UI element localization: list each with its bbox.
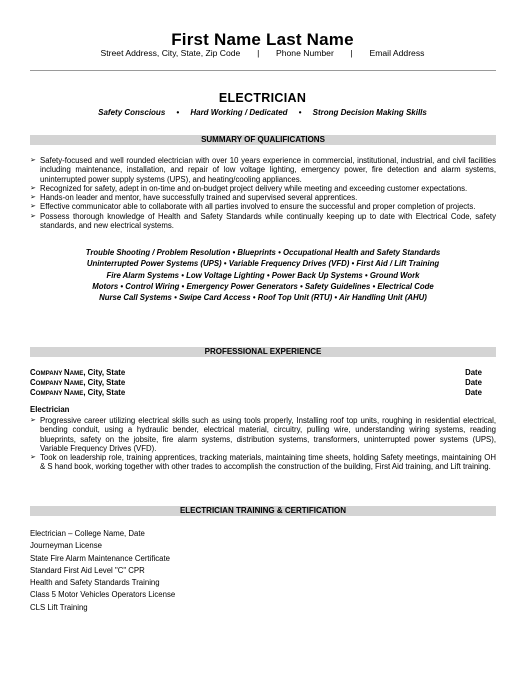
skill-item: Occupational Health and Safety Standards [282, 248, 441, 257]
summary-bullet-text: Possess thorough knowledge of Health and Safety Standards while continually keeping up to date with Electrical Code, safety standards, and new electrical systems. [40, 211, 496, 231]
company-date: Date [465, 368, 482, 377]
tagline-item: Strong Decision Making Skills [312, 108, 427, 117]
company-name: COMPANY NAME, City, State [30, 388, 126, 397]
skill-bullet: • [223, 259, 227, 269]
company-row [30, 368, 482, 378]
certification-item: Electrician – College Name, Date [30, 529, 145, 538]
summary-bullet [30, 156, 496, 184]
company-name: COMPANY NAME, City, State [30, 378, 126, 387]
skill-item: Variable Frequency Drives (VFD) [228, 259, 350, 269]
arrow-bullet-icon: ➢ [30, 454, 36, 462]
skill-item: Control Wiring [125, 281, 180, 291]
certification-item: CLS Lift Training [30, 602, 88, 612]
arrow-bullet-icon: ➢ [30, 157, 36, 164]
skill-item: Roof Top Unit (RTU) [257, 293, 333, 303]
skill-item: Uninterrupted Power Systems (UPS) [86, 259, 222, 269]
section-heading-training: ELECTRICIAN TRAINING & CERTIFICATION [30, 506, 496, 516]
arrow-bullet-icon: ➢ [30, 184, 36, 192]
summary-bullet-text: Hands-on leader and mentor, have successfully trained and supervised several apprentices. [40, 193, 358, 203]
arrow-bullet-icon: ➢ [30, 194, 36, 202]
tagline [0, 108, 525, 117]
skill-item: Swipe Card Access [178, 293, 251, 303]
certification-item: Class 5 Motor Vehicles Operators License [30, 590, 176, 600]
skill-item: Power Back Up Systems [271, 270, 363, 280]
skill-item: Air Handling Unit (AHU) [338, 293, 427, 303]
skill-bullet: • [232, 248, 236, 257]
summary-bullet [30, 212, 496, 231]
certification-list [30, 528, 175, 614]
skill-bullet: • [300, 281, 303, 291]
skill-bullet: • [266, 270, 270, 280]
summary-bullet [30, 184, 496, 193]
company-date: Date [465, 388, 482, 397]
company-row [30, 378, 482, 388]
arrow-bullet-icon: ➢ [30, 417, 36, 424]
experience-bullet-text: Took on leadership role, training apprentices, tracking materials, maintaining time sheets, holding Safety meetings, maintaining OH & S hand book, working together with other trades to accomplish the construction of the building, First Aid training, and Lift training. [40, 453, 496, 472]
contact-separator: | [257, 48, 260, 58]
skill-bullet: • [351, 259, 355, 269]
certification-item: Journeyman License [30, 541, 102, 551]
skill-bullet: • [181, 281, 185, 291]
certification-item: Health and Safety Standards Training [30, 578, 160, 588]
section-heading-summary: SUMMARY OF QUALIFICATIONS [30, 135, 496, 145]
contact-separator: | [350, 48, 353, 58]
certification-item: State Fire Alarm Maintenance Certificate [30, 553, 170, 563]
tagline-item: Hard Working / Dedicated [190, 108, 288, 117]
skill-item: Nurse Call Systems [99, 293, 172, 303]
experience-bullet [30, 453, 496, 472]
arrow-bullet-icon: ➢ [30, 212, 36, 220]
skill-bullet: • [372, 281, 376, 291]
skill-bullet: • [252, 293, 256, 303]
contact-line [0, 48, 525, 58]
summary-bullet [30, 202, 496, 211]
header-divider [30, 70, 496, 71]
tagline-bullet: • [176, 108, 180, 117]
phone-number: Phone Number [276, 48, 334, 58]
tagline-item: Safety Conscious [98, 108, 166, 117]
skill-item: First Aid / Lift Training [356, 259, 440, 269]
section-heading-experience: PROFESSIONAL EXPERIENCE [30, 347, 496, 357]
role-title: Electrician [30, 405, 70, 414]
certification-item: Standard First Aid Level "C" CPR [30, 565, 145, 575]
summary-bullet-list [30, 156, 496, 230]
skill-item: Fire Alarm Systems [106, 270, 180, 280]
experience-bullet-text: Progressive career utilizing electrical skills such as using tools properly, Installing roof top units, roughing in residential electrical, bending conduit, using a hydraulic bender, electrical material, circuitry, pulling wire, understanding wiring systems, reading blueprints, safety on the jobsite, fire alarm systems, distribution systems, transformers, uninterrupted power systems (UPS), Variable Frequency Drives (VFD). [40, 416, 496, 453]
skill-item: Trouble Shooting / Problem Resolution [85, 248, 231, 257]
skill-item: Emergency Power Generators [186, 281, 298, 291]
job-title: ELECTRICIAN [218, 91, 307, 105]
skill-item: Safety Guidelines [304, 281, 371, 291]
summary-bullet-text: Effective communicator able to collaborate with all parties involved to ensure the successful and proper completion of projects. [40, 202, 476, 212]
company-name: COMPANY NAME, City, State [30, 368, 126, 377]
skill-bullet: • [364, 270, 368, 280]
skills-list [48, 247, 478, 303]
skill-bullet: • [181, 270, 184, 280]
arrow-bullet-icon: ➢ [30, 203, 36, 211]
experience-bullet [30, 416, 496, 453]
skill-item: Ground Work [369, 270, 420, 280]
candidate-name: First Name Last Name [171, 30, 354, 49]
skill-item: Blueprints [237, 248, 276, 257]
skill-bullet: • [174, 293, 177, 303]
skill-item: Low Voltage Lighting [186, 270, 265, 280]
summary-bullet-text: Recognized for safety, adept in on-time and on-budget project delivery while meeting and exceeding customer expectations. [40, 183, 468, 193]
tagline-bullet: • [298, 108, 302, 117]
company-row [30, 388, 482, 398]
skill-bullet: • [334, 293, 338, 303]
skill-bullet: • [278, 248, 281, 257]
summary-bullet-text: Safety-focused and well rounded electrician with over 10 years experience in commercial, institutional, industrial, and civil facilities including maintenance, installation, and repair of low voltage lighting, emergency power, fire detection and alarm systems, uninterrupted power supply systems (UPS), and heating/cooling appliances. [40, 156, 496, 184]
street-address: Street Address, City, State, Zip Code [100, 48, 241, 58]
skill-item: Motors [92, 281, 119, 291]
summary-bullet [30, 193, 496, 202]
skill-bullet: • [120, 281, 124, 291]
experience-bullet-list [30, 416, 496, 472]
skill-item: Electrical Code [377, 281, 434, 291]
company-date: Date [465, 378, 482, 387]
email-address: Email Address [369, 48, 425, 58]
